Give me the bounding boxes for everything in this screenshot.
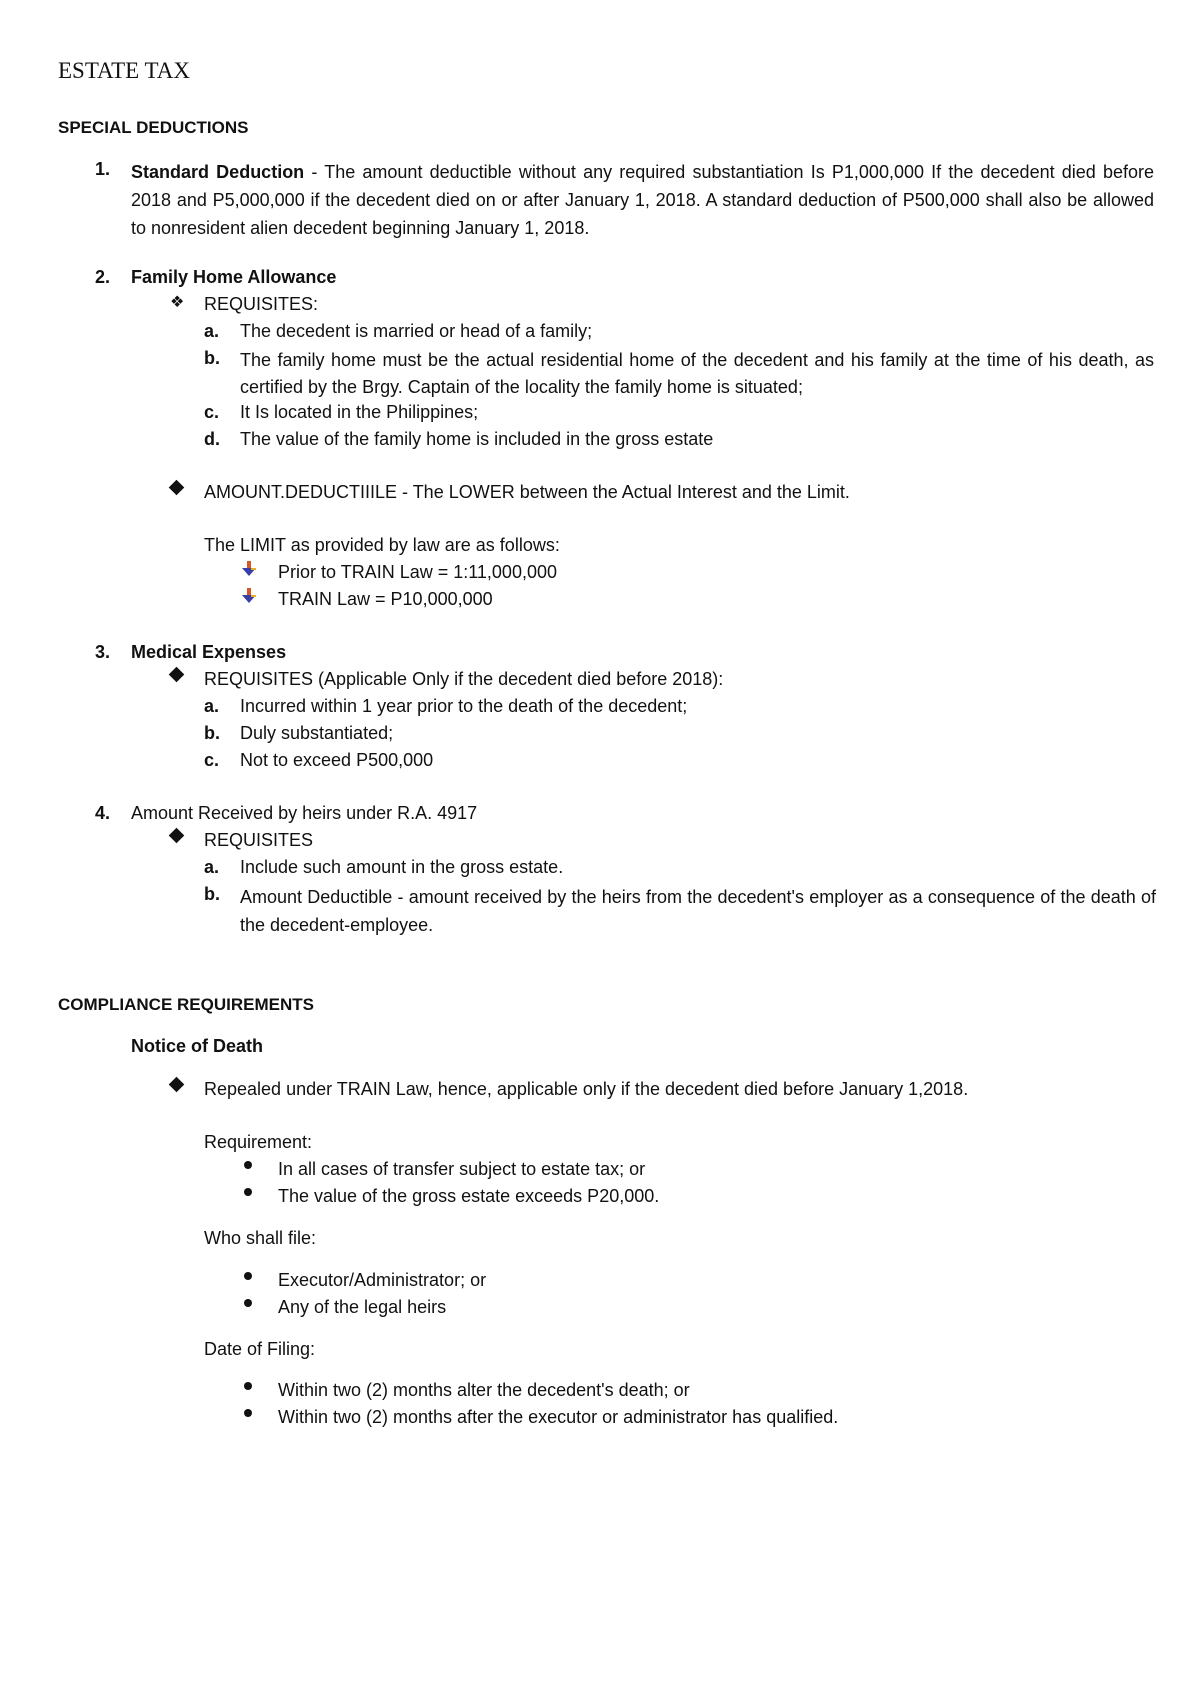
item-number: 2.	[95, 267, 111, 287]
list-letter: a.	[204, 857, 220, 877]
limit-item: TRAIN Law = P10,000,000	[278, 589, 493, 609]
list-letter: c.	[204, 750, 220, 770]
who-item: Any of the legal heirs	[278, 1297, 447, 1317]
diamond-bullet-icon	[171, 1073, 182, 1095]
requirement-label: Requirement:	[204, 1132, 313, 1152]
item-number: 4.	[95, 803, 111, 823]
list-item: Incurred within 1 year prior to the death of the decedent;	[240, 696, 688, 716]
bullet-dot-icon	[244, 1152, 252, 1174]
bullet-dot-icon	[244, 1263, 252, 1285]
repealed-text: Repealed under TRAIN Law, hence, applicable only if the decedent died before January 1,2018.	[204, 1079, 969, 1099]
list-letter: b.	[204, 723, 220, 743]
bullet-dot-icon	[244, 1373, 252, 1395]
list-letter: b.	[204, 348, 220, 368]
section-heading-special-deductions: SPECIAL DEDUCTIONS	[58, 118, 249, 137]
list-item: Include such amount in the gross estate.	[240, 857, 564, 877]
list-letter: c.	[204, 402, 220, 422]
requisites-label: REQUISITES	[204, 830, 314, 850]
requirement-item: In all cases of transfer subject to estate tax; or	[278, 1159, 646, 1179]
bullet-dot-icon	[244, 1179, 252, 1201]
list-item: Not to exceed P500,000	[240, 750, 434, 770]
item-number: 3.	[95, 642, 111, 662]
requirement-item: The value of the gross estate exceeds P20,000.	[278, 1186, 660, 1206]
notice-of-death-heading: Notice of Death	[131, 1036, 264, 1056]
amount-deductible-text: AMOUNT.DEDUCTIIILE - The LOWER between the Actual Interest and the Limit.	[204, 482, 850, 502]
list-letter: d.	[204, 429, 220, 449]
diamond-bullet-icon	[171, 476, 182, 498]
requisites-label: REQUISITES (Applicable Only if the decedent died before 2018):	[204, 669, 724, 689]
date-of-filing-label: Date of Filing:	[204, 1339, 316, 1359]
list-item: The decedent is married or head of a family;	[240, 321, 593, 341]
diamond-bullet-icon	[171, 663, 182, 685]
requisites-label: REQUISITES:	[204, 294, 319, 314]
arrow-bullet-icon	[242, 587, 256, 609]
list-item: Amount Deductible - amount received by the heirs from the decedent's employer as a consequence of the death of the decedent-employee.	[240, 887, 1156, 935]
standard-deduction-text: The amount deductible without any required substantiation Is P1,000,000 If the decedent died before 2018 and P5,000,000 if the decedent died on or after January 1, 2018. A standard deduction of P500,000 shall also be allowed to nonresident alien decedent beginning January 1, 2018.	[131, 162, 1155, 238]
bullet-dot-icon	[244, 1400, 252, 1422]
family-home-allowance-label: Family Home Allowance	[131, 267, 337, 287]
list-item: It Is located in the Philippines;	[240, 402, 479, 422]
item-number: 1.	[95, 159, 111, 179]
date-item: Within two (2) months after the executor or administrator has qualified.	[278, 1407, 839, 1427]
bullet-dot-icon	[244, 1290, 252, 1312]
section-heading-compliance: COMPLIANCE REQUIREMENTS	[58, 995, 314, 1014]
standard-deduction-label: Standard Deduction	[131, 162, 305, 182]
diamond-bullet-icon	[171, 824, 182, 846]
who-shall-file-label: Who shall file:	[204, 1228, 317, 1248]
standard-deduction-paragraph	[131, 158, 1154, 242]
document-title: ESTATE TAX	[58, 58, 190, 83]
list-letter: b.	[204, 884, 220, 904]
date-item: Within two (2) months alter the decedent's death; or	[278, 1380, 690, 1400]
list-item: The value of the family home is included in the gross estate	[240, 429, 714, 449]
list-letter: a.	[204, 696, 220, 716]
limit-intro-text: The LIMIT as provided by law are as follows:	[204, 535, 560, 555]
medical-expenses-label: Medical Expenses	[131, 642, 287, 662]
list-letter: a.	[204, 321, 220, 341]
amount-received-label: Amount Received by heirs under R.A. 4917	[131, 803, 478, 823]
list-item: The family home must be the actual residential home of the decedent and his family at the time of his death, as certified by the Brgy. Captain of the locality the family home is situated;	[240, 350, 1154, 397]
separator-dash: -	[304, 162, 325, 182]
arrow-bullet-icon	[242, 560, 256, 582]
who-item: Executor/Administrator; or	[278, 1270, 487, 1290]
limit-item: Prior to TRAIN Law = 1:11,000,000	[278, 562, 557, 582]
list-item: Duly substantiated;	[240, 723, 394, 743]
four-diamond-bullet-icon: ❖	[170, 294, 185, 311]
